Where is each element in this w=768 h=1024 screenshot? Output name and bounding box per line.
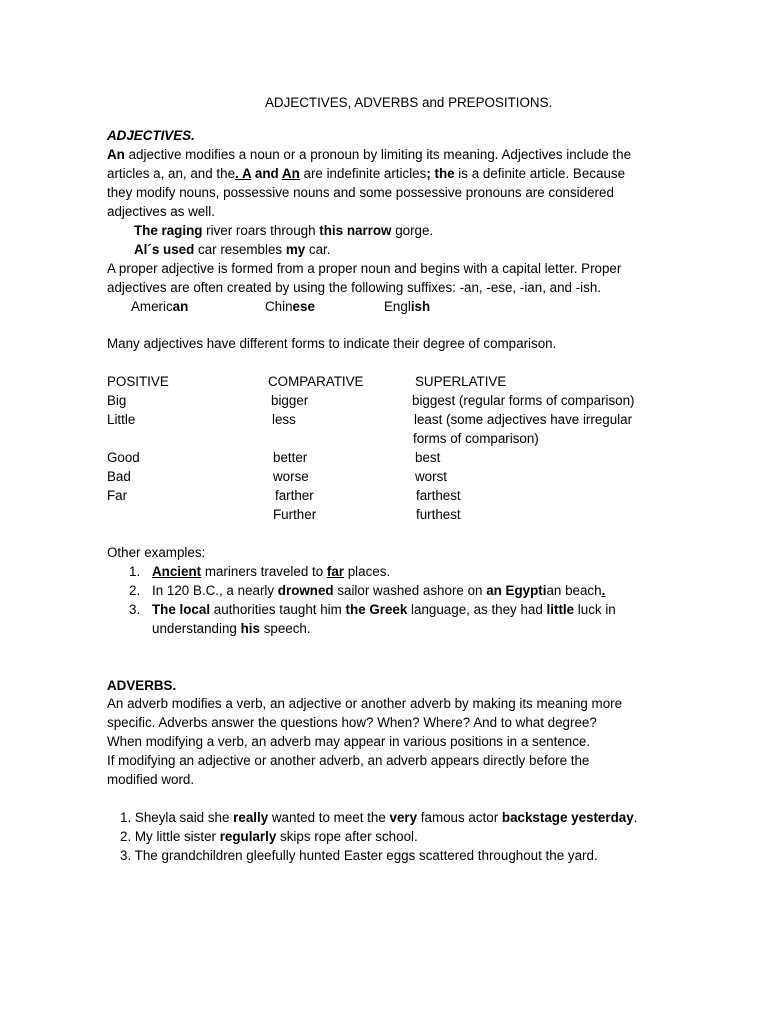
proper-adjective-line-1: A proper adjective is formed from a proper noun and begins with a capital letter. Proper [107,261,622,276]
proper-example-english: English [384,299,431,314]
adverbs-paragraph-line-4: If modifying an adjective or another adverb, an adverb appears directly before the [107,753,590,768]
adjectives-paragraph-line-3: they modify nouns, possessive nouns and some possessive pronouns are considered [107,185,614,200]
adjectives-paragraph-line-1: An adjective modifies a noun or a pronoun by limiting its meaning. Adjectives include the [107,147,632,162]
comparative-cell: Further [273,507,317,522]
comparison-intro: Many adjectives have different forms to indicate their degree of comparison. [107,336,557,351]
adverbs-heading: ADVERBS. [107,678,177,693]
list-number: 2. [129,583,141,598]
positive-cell: Good [107,450,140,465]
header-positive: POSITIVE [107,374,169,389]
proper-example-chinese: Chinese [265,299,315,314]
comparative-cell: better [273,450,308,465]
positive-cell: Big [107,393,127,408]
adverb-example-1: 1. Sheyla said she really wanted to meet the very famous actor backstage yesterday. [120,810,638,825]
list-number: 3. [129,602,141,617]
comparative-cell: less [272,412,296,427]
header-superlative: SUPERLATIVE [415,374,507,389]
comparative-cell: bigger [271,393,309,408]
superlative-cell: farthest [416,488,461,503]
adjective-example-2: Al´s used car resembles my car. [134,242,331,257]
list-number: 1. [129,564,141,579]
page-title: ADJECTIVES, ADVERBS and PREPOSITIONS. [265,95,553,110]
adverbs-paragraph-line-2: specific. Adverbs answer the questions how? When? Where? And to what degree? [107,715,597,730]
other-example-2: In 120 B.C., a nearly drowned sailor washed ashore on an Egyptian beach. [152,583,606,598]
comparative-cell: worse [273,469,309,484]
superlative-cell: biggest (regular forms of comparison) [412,393,635,408]
adjectives-heading: ADJECTIVES. [107,128,195,143]
adjectives-paragraph-line-2: articles a, an, and the. A and An are indefinite articles; the is a definite article. Because [107,166,626,181]
proper-example-american: American [131,299,189,314]
adverb-example-3: 3. The grandchildren gleefully hunted Easter eggs scattered throughout the yard. [120,848,598,863]
positive-cell: Bad [107,469,131,484]
positive-cell: Far [107,488,128,503]
adverbs-paragraph-line-1: An adverb modifies a verb, an adjective or another adverb by making its meaning more [107,696,623,711]
other-examples-label: Other examples: [107,545,206,560]
adverbs-paragraph-line-5: modified word. [107,772,195,787]
adverb-example-2: 2. My little sister regularly skips rope after school. [120,829,418,844]
positive-cell: Little [107,412,136,427]
superlative-cell: worst [415,469,447,484]
other-example-3-continued: understanding his speech. [152,621,311,636]
adjective-example-1: The raging river roars through this narrow gorge. [134,223,434,238]
superlative-cell: least (some adjectives have irregular [414,412,633,427]
superlative-cell-continued: forms of comparison) [413,431,539,446]
header-comparative: COMPARATIVE [268,374,364,389]
superlative-cell: furthest [416,507,461,522]
other-example-3: The local authorities taught him the Greek language, as they had little luck in [152,602,616,617]
superlative-cell: best [415,450,441,465]
proper-adjective-line-2: adjectives are often created by using the following suffixes: -an, -ese, -ian, and -ish. [107,280,601,295]
adjectives-paragraph-line-4: adjectives as well. [107,204,215,219]
comparative-cell: farther [275,488,314,503]
adverbs-paragraph-line-3: When modifying a verb, an adverb may appear in various positions in a sentence. [107,734,591,749]
other-example-1: Ancient mariners traveled to far places. [152,564,391,579]
